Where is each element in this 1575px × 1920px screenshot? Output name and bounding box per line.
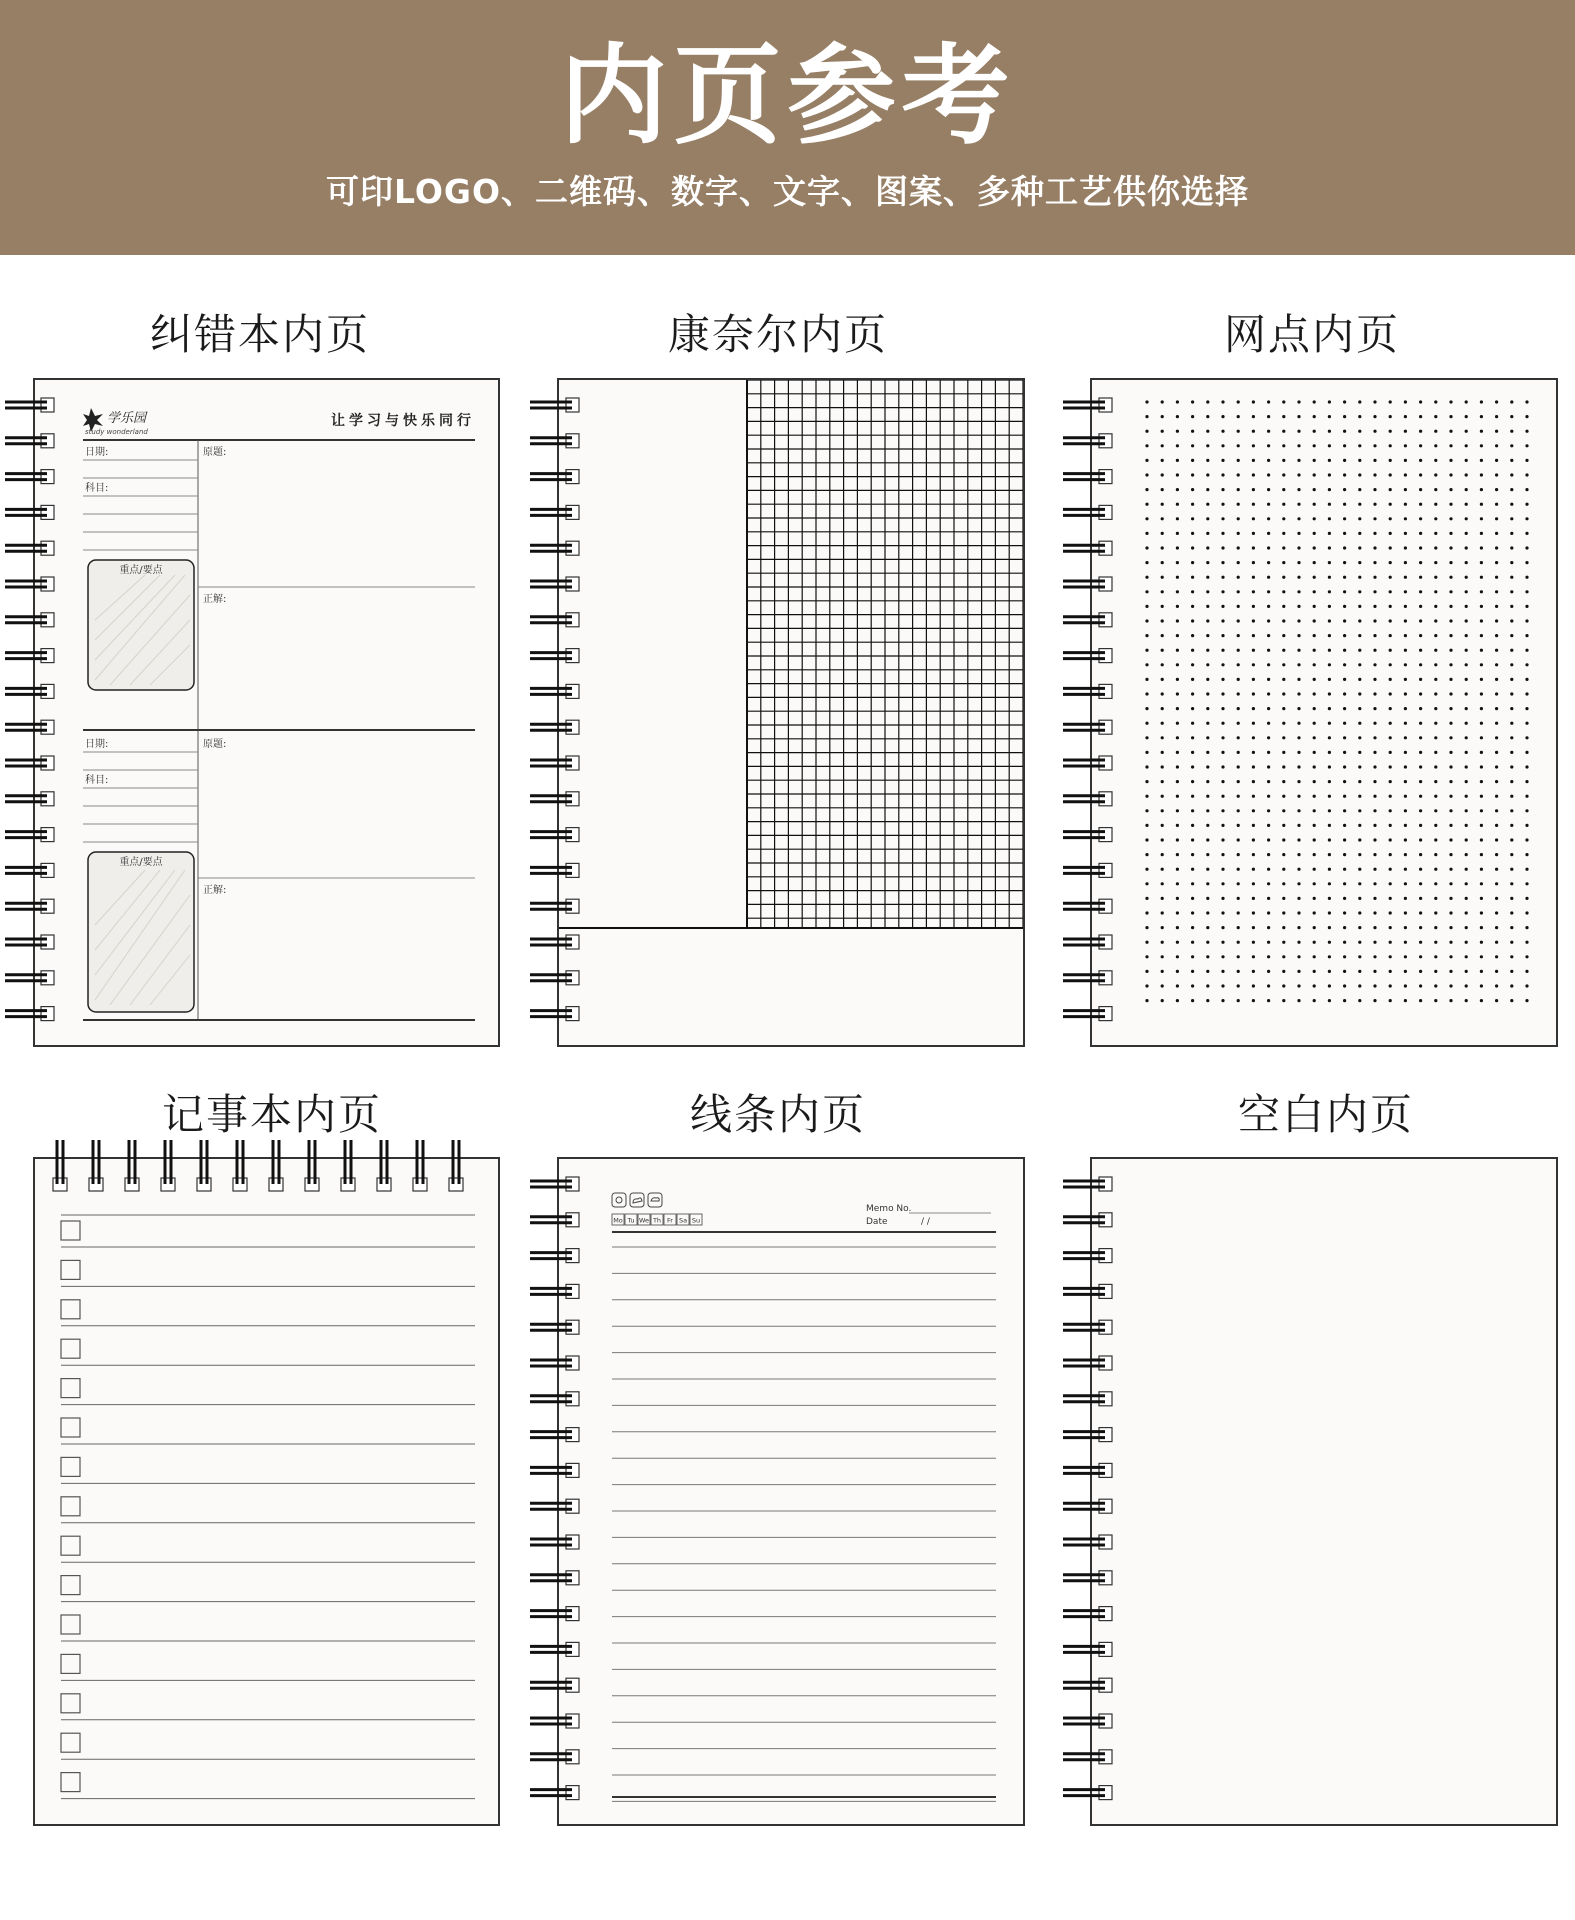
- header-banner: [0, 0, 1575, 255]
- panel-label-blank: 空白内页: [1237, 1090, 1414, 1139]
- panel-label-dot: 网点内页: [1223, 310, 1400, 359]
- checklist-item: [61, 1576, 475, 1602]
- spiral-binding-1: [5, 395, 65, 1025]
- banner-title: 内页参考: [559, 34, 1016, 159]
- spiral-ring: [5, 935, 54, 949]
- spiral-ring: [5, 577, 54, 591]
- spiral-ring: [1063, 1678, 1112, 1692]
- subject-label-2: 科目:: [85, 775, 109, 786]
- svg-text:Su: Su: [691, 1216, 701, 1225]
- top-spiral-ring: [413, 1140, 427, 1191]
- top-spiral-ring: [89, 1140, 103, 1191]
- brand-sub: study wonderland: [85, 428, 148, 436]
- checklist-notebook-page: [33, 1157, 500, 1826]
- spiral-binding-5: [530, 1174, 590, 1804]
- checkbox-icon: [61, 1654, 80, 1673]
- spiral-ring: [530, 1249, 579, 1263]
- spiral-ring: [530, 1356, 579, 1370]
- spiral-ring: [530, 1678, 579, 1692]
- checklist-item: [61, 1694, 475, 1720]
- spiral-ring: [1063, 756, 1112, 770]
- weekday-box: [638, 1214, 650, 1225]
- checkbox-icon: [61, 1339, 80, 1358]
- blank-notebook-page: [1090, 1157, 1558, 1826]
- lined-layout: [559, 1159, 1023, 1824]
- spiral-binding-6: [1063, 1174, 1123, 1804]
- checkbox-icon: [61, 1418, 80, 1437]
- question-label-2: 原题:: [203, 739, 227, 750]
- top-spiral-ring: [449, 1140, 463, 1191]
- spiral-ring: [530, 828, 579, 842]
- key-label-1: 重点/要点: [119, 565, 163, 576]
- spiral-binding-2: [530, 395, 590, 1025]
- spiral-ring: [1063, 1571, 1112, 1585]
- date-label: Date: [866, 1217, 888, 1227]
- cornell-grid: [559, 380, 1023, 1045]
- svg-text:Sa: Sa: [678, 1216, 688, 1225]
- date-label-2: 日期:: [85, 739, 109, 750]
- checklist-item: [61, 1221, 475, 1247]
- dot-grid: [1092, 380, 1556, 1045]
- spiral-ring: [5, 792, 54, 806]
- spiral-ring: [530, 863, 579, 877]
- checklist-item: [61, 1615, 475, 1641]
- spiral-ring: [530, 1714, 579, 1728]
- checkbox-icon: [61, 1457, 80, 1476]
- checklist-lines: [35, 1159, 498, 1824]
- spiral-ring: [530, 1571, 579, 1585]
- spiral-ring: [5, 720, 54, 734]
- spiral-ring: [1063, 1750, 1112, 1764]
- panel-label-mistake: 纠错本内页: [149, 310, 370, 359]
- spiral-ring: [1063, 398, 1112, 412]
- spiral-ring: [1063, 1213, 1112, 1227]
- spiral-ring: [1063, 613, 1112, 627]
- question-label-1: 原题:: [203, 447, 227, 458]
- weekday-row: [612, 1214, 702, 1225]
- checkbox-icon: [61, 1221, 80, 1240]
- spiral-ring: [530, 971, 579, 985]
- top-spiral-ring: [233, 1140, 247, 1191]
- spiral-ring: [1063, 828, 1112, 842]
- spiral-ring: [1063, 1463, 1112, 1477]
- panel-label-lined: 线条内页: [689, 1090, 866, 1139]
- spiral-ring: [5, 863, 54, 877]
- brand-name: 学乐园: [107, 411, 147, 426]
- spiral-ring: [530, 1428, 579, 1442]
- top-spiral-ring: [269, 1140, 283, 1191]
- weekday-box: [651, 1214, 663, 1225]
- date-label-1: 日期:: [85, 447, 109, 458]
- spiral-ring: [1063, 649, 1112, 663]
- lined-notebook-page: [557, 1157, 1025, 1826]
- spiral-ring: [530, 1535, 579, 1549]
- spiral-ring: [530, 1607, 579, 1621]
- checkbox-icon: [61, 1260, 80, 1279]
- spiral-ring: [1063, 1007, 1112, 1021]
- spiral-ring: [1063, 720, 1112, 734]
- spiral-ring: [530, 398, 579, 412]
- svg-text:Th: Th: [652, 1216, 662, 1225]
- checklist-item: [61, 1418, 475, 1444]
- spiral-ring: [1063, 577, 1112, 591]
- top-spiral-ring: [125, 1140, 139, 1191]
- spiral-ring: [1063, 1284, 1112, 1298]
- spiral-ring: [1063, 1320, 1112, 1334]
- spiral-ring: [530, 434, 579, 448]
- spiral-ring: [1063, 470, 1112, 484]
- top-spiral-binding: [33, 1138, 500, 1198]
- checkbox-icon: [61, 1773, 80, 1792]
- spiral-ring: [1063, 899, 1112, 913]
- spiral-ring: [5, 1007, 54, 1021]
- checklist-item: [61, 1733, 475, 1759]
- spiral-ring: [530, 1213, 579, 1227]
- spiral-ring: [530, 899, 579, 913]
- mistake-notebook-page: [33, 378, 500, 1047]
- top-spiral-ring: [161, 1140, 175, 1191]
- checkbox-icon: [61, 1379, 80, 1398]
- spiral-ring: [5, 541, 54, 555]
- checklist-item: [61, 1457, 475, 1483]
- spiral-ring: [530, 1463, 579, 1477]
- spiral-ring: [530, 1786, 579, 1800]
- spiral-ring: [530, 470, 579, 484]
- subject-label-1: 科目:: [85, 483, 109, 494]
- spiral-ring: [530, 505, 579, 519]
- spiral-ring: [5, 649, 54, 663]
- top-spiral-ring: [305, 1140, 319, 1191]
- spiral-ring: [1063, 1249, 1112, 1263]
- answer-label-1: 正解:: [203, 594, 227, 605]
- spiral-ring: [1063, 684, 1112, 698]
- spiral-binding-3: [1063, 395, 1123, 1025]
- spiral-ring: [530, 541, 579, 555]
- spiral-ring: [5, 613, 54, 627]
- checklist-item: [61, 1773, 475, 1799]
- spiral-ring: [5, 828, 54, 842]
- spiral-ring: [530, 1177, 579, 1191]
- entry-block-2: [83, 737, 475, 1012]
- weekday-box: [677, 1214, 689, 1225]
- spiral-ring: [1063, 863, 1112, 877]
- spiral-ring: [530, 613, 579, 627]
- top-spiral-ring: [377, 1140, 391, 1191]
- dots: [1145, 400, 1528, 1002]
- spiral-ring: [5, 971, 54, 985]
- grid-lines: [747, 380, 1023, 928]
- weather-icons: [612, 1193, 662, 1207]
- spiral-ring: [1063, 1499, 1112, 1513]
- spiral-ring: [1063, 1642, 1112, 1656]
- spiral-ring: [1063, 792, 1112, 806]
- spiral-ring: [530, 1392, 579, 1406]
- checkbox-icon: [61, 1497, 80, 1516]
- checkbox-icon: [61, 1536, 80, 1555]
- spiral-ring: [530, 720, 579, 734]
- spiral-ring: [1063, 505, 1112, 519]
- spiral-ring: [1063, 1428, 1112, 1442]
- spiral-ring: [1063, 1714, 1112, 1728]
- spiral-ring: [530, 1642, 579, 1656]
- spiral-ring: [530, 935, 579, 949]
- spiral-ring: [1063, 1356, 1112, 1370]
- spiral-ring: [530, 1284, 579, 1298]
- key-label-2: 重点/要点: [119, 857, 163, 868]
- weekday-box: [625, 1214, 637, 1225]
- spiral-ring: [5, 684, 54, 698]
- sun-icon: [612, 1193, 626, 1207]
- date-separator: / /: [921, 1217, 930, 1227]
- svg-text:Fr: Fr: [667, 1216, 673, 1225]
- top-spiral-ring: [197, 1140, 211, 1191]
- banner-subtitle: 可印LOGO、二维码、数字、文字、图案、多种工艺供你选择: [325, 172, 1250, 211]
- spiral-ring: [530, 649, 579, 663]
- entry-block-1: [83, 445, 475, 690]
- dot-grid-page: [1090, 378, 1558, 1047]
- spiral-ring: [5, 470, 54, 484]
- top-spiral-ring: [341, 1140, 355, 1191]
- spiral-ring: [1063, 434, 1112, 448]
- spiral-ring: [1063, 971, 1112, 985]
- checkbox-icon: [61, 1576, 80, 1595]
- spiral-ring: [1063, 1177, 1112, 1191]
- cornell-notebook-page: [557, 378, 1025, 1047]
- checkbox-icon: [61, 1615, 80, 1634]
- spiral-ring: [1063, 541, 1112, 555]
- spiral-ring: [1063, 1607, 1112, 1621]
- slogan: 让学习与快乐同行: [331, 413, 475, 429]
- weekday-box: [690, 1214, 702, 1225]
- spiral-ring: [530, 1007, 579, 1021]
- spiral-ring: [530, 756, 579, 770]
- memo-label: Memo No.: [866, 1204, 912, 1214]
- weekday-box: [664, 1214, 676, 1225]
- panel-label-checklist: 记事本内页: [161, 1090, 382, 1139]
- rain-icon: [648, 1193, 662, 1207]
- spiral-ring: [5, 434, 54, 448]
- spiral-ring: [5, 899, 54, 913]
- answer-label-2: 正解:: [203, 885, 227, 896]
- spiral-ring: [530, 684, 579, 698]
- spiral-ring: [1063, 935, 1112, 949]
- spiral-ring: [530, 577, 579, 591]
- svg-text:Tu: Tu: [627, 1216, 635, 1225]
- spiral-ring: [5, 398, 54, 412]
- spiral-ring: [5, 756, 54, 770]
- mistake-page-layout: [35, 380, 498, 1045]
- spiral-ring: [1063, 1392, 1112, 1406]
- spiral-ring: [530, 792, 579, 806]
- svg-text:Mo: Mo: [613, 1216, 623, 1225]
- spiral-ring: [1063, 1786, 1112, 1800]
- checklist-item: [61, 1654, 475, 1680]
- spiral-ring: [5, 505, 54, 519]
- spiral-ring: [530, 1320, 579, 1334]
- checkbox-icon: [61, 1733, 80, 1752]
- checklist-item: [61, 1379, 475, 1405]
- checklist-item: [61, 1300, 475, 1326]
- weekday-box: [612, 1214, 624, 1225]
- spiral-ring: [530, 1750, 579, 1764]
- spiral-ring: [530, 1499, 579, 1513]
- checkbox-icon: [61, 1300, 80, 1319]
- checklist-item: [61, 1536, 475, 1562]
- top-spiral-ring: [53, 1140, 67, 1191]
- spiral-ring: [1063, 1535, 1112, 1549]
- panel-label-cornell: 康奈尔内页: [667, 310, 888, 359]
- checklist-item: [61, 1260, 475, 1286]
- checkbox-icon: [61, 1694, 80, 1713]
- checklist-item: [61, 1497, 475, 1523]
- svg-text:We: We: [638, 1216, 650, 1225]
- checklist-item: [61, 1339, 475, 1365]
